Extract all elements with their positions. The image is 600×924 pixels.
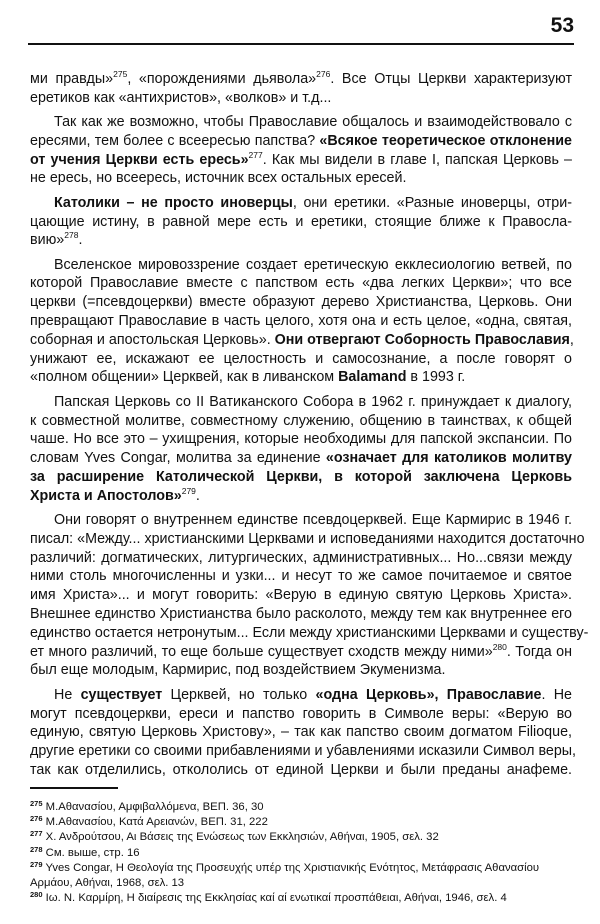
text-line (30, 705, 572, 724)
paragraph (30, 256, 572, 388)
paragraph (30, 686, 577, 780)
text-run: в 1993 г. (406, 369, 466, 386)
text-run: к совместной молитве, совместному служению, общению в таинствах, к общей (30, 412, 572, 429)
text-run: ми правды» (30, 71, 114, 87)
text-line (30, 723, 572, 742)
text-line (30, 132, 572, 151)
footnote (30, 861, 575, 876)
text-line (30, 213, 572, 232)
text-run: Вселенское мировоззрение создает еретическую екклесиологию ветвей, по (54, 256, 572, 273)
paragraph (30, 70, 572, 108)
text-line (30, 151, 572, 170)
paragraph (30, 194, 572, 250)
text-line (30, 293, 572, 312)
text-line (30, 742, 577, 761)
text-line (30, 350, 572, 369)
text-line (30, 449, 572, 468)
text-run: церкви (=псевдоцеркви) вместе образуют дерево Христианства, Церковь. Они (30, 294, 572, 311)
bold-text: существует (80, 686, 163, 703)
footnote-ref: 280 (492, 641, 507, 652)
text-run: другие еретики со своими прибавлениями и убавлениями исказили Символ веры, (30, 743, 577, 760)
text-run: . Как мы видели в главе I, папская Церковь – (262, 151, 572, 168)
text-line (30, 70, 572, 89)
text-line (30, 194, 572, 213)
paragraph (30, 393, 572, 506)
footnote-ref: 275 (30, 799, 43, 808)
text-run: могут псевдоцеркви, ереси и папство говорить в Символе веры: «Верую во (30, 705, 572, 722)
text-run: Церквей, но только (162, 686, 316, 703)
text-line (30, 393, 572, 412)
text-run: Yves Congar, Η Θεολογία της Προσευχής υπέρ της Χριστιανικής Ενότητος, Μετάφρασις Αθανασίου (42, 861, 540, 874)
footnote-ref: 278 (64, 230, 79, 241)
text-line (30, 511, 572, 530)
footnote-ref: 275 (113, 69, 128, 79)
bold-text: «означает для католиков молитву (325, 450, 572, 467)
text-run: Внешнее единство Христианства было расколото, между тем как внутреннее его (30, 606, 572, 623)
text-run: превращают Православие в часть целого, хотя она и есть целое, «одна, святая, (30, 313, 572, 330)
footnote-ref: 279 (181, 485, 196, 496)
text-run: ересями, тем более с всеересью папства? (30, 132, 320, 149)
text-run: Папская Церковь со II Ватиканского Собора в 1962 г. принуждает к диалогу, (54, 393, 572, 410)
text-line (30, 643, 572, 662)
footnote-ref: 279 (30, 859, 43, 869)
text-run: Не (54, 686, 81, 703)
text-line (30, 605, 572, 624)
text-line (30, 256, 572, 275)
text-run: Αρμάου, Αθήναι, 1968, σελ. 13 (30, 877, 185, 890)
text-line (30, 686, 572, 705)
bold-text: за расширение Католической Церкви, в которой заключена Церковь (30, 468, 572, 485)
text-line (30, 412, 572, 431)
text-run: которой Православие вместе с папством есть «два легких Церкви»; что все (30, 275, 572, 292)
text-run: чаше. Но все это – ухищрения, которые необходимы для папской экспансии. По (30, 431, 572, 448)
body-text (30, 69, 589, 785)
text-run: «полном общении» Церквей, как в ливанском (30, 369, 339, 386)
text-run: . Не (541, 686, 572, 703)
text-line (30, 586, 572, 605)
footnote-ref: 280 (30, 890, 43, 900)
text-run: не ересь, но всеересь, источник всех остальных ересей. (30, 170, 407, 187)
text-line (30, 624, 589, 643)
text-run: , «порождениями дьявола» (127, 71, 317, 87)
text-run: унижают ее, искажают ее целостность и самосознание, а после говорят о (30, 350, 572, 367)
footnotes (30, 800, 575, 906)
text-line (30, 113, 572, 132)
text-run: словам Yves Congar, молитва за единение (30, 450, 326, 467)
footnote (30, 846, 575, 861)
text-run: M.Αθανασίου, Αμφιβαλλόμενα, ΒΕΠ. 36, 30 (42, 801, 264, 813)
text-line (30, 368, 572, 387)
bold-text: от учения Церкви есть ересь» (30, 151, 249, 168)
text-run: . Все Отцы Церкви характеризуют (330, 71, 573, 87)
bold-text: «одна Церковь», Православие (315, 686, 542, 703)
text-run: , они еретики. «Разные иноверцы, отри- (292, 194, 573, 211)
footnote (30, 876, 575, 891)
text-run: , (569, 331, 574, 348)
footnote-ref: 277 (30, 829, 43, 839)
footnote-ref: 276 (316, 69, 331, 79)
text-line (30, 549, 572, 568)
text-run: еретиков как «антихристов», «волков» и т.д... (30, 89, 332, 106)
footnote-ref: 278 (30, 844, 43, 854)
footnote (30, 800, 575, 815)
text-line (30, 430, 572, 449)
paragraph (30, 511, 589, 680)
text-run: единую, святую Церковь Христову», – так как папство своим догматом Filioque, (30, 724, 572, 741)
text-run: единство остается нетронутым... Если между христианскими Церквами и существу- (30, 624, 589, 641)
paragraph (30, 113, 572, 188)
text-line (30, 530, 585, 549)
text-line (30, 567, 572, 586)
text-line (30, 274, 572, 293)
text-run: имя Христа»... и могут говорить: «Верую в единую святую Церковь Христа». (30, 587, 572, 604)
bold-text: «Всякое теоретическое отклонение (319, 132, 572, 149)
bold-text: Христа и Апостолов» (30, 487, 182, 504)
text-run: . Тогда он (506, 643, 572, 660)
text-run: Они говорят о внутреннем единстве псевдоцерквей. Еще Кармирис в 1946 г. (54, 512, 572, 529)
page-number: 53 (550, 14, 574, 37)
text-run: вию» (30, 232, 65, 249)
text-line (30, 231, 572, 250)
text-run: . (195, 487, 200, 504)
text-line (30, 661, 572, 680)
footnote (30, 815, 575, 830)
bold-text: Balamand (338, 369, 407, 386)
footnote (30, 830, 575, 845)
text-line (30, 761, 572, 780)
text-run: Ιω. Ν. Καρμίρη, Η διαίρεσις της Εκκλησίας καί αί ενωτικαί προσπάθειαι, Αθήναι, 1946, σελ. 4 (42, 892, 507, 905)
text-line (30, 169, 572, 188)
header-rule (28, 43, 574, 45)
footnote-ref: 277 (248, 149, 263, 160)
text-line (30, 468, 572, 487)
text-line (30, 312, 572, 331)
text-line (30, 89, 572, 108)
footnote-separator (30, 787, 118, 789)
footnote-ref: 276 (30, 814, 43, 824)
text-run: так как отделились, откололись от единой Церкви и были преданы анафеме. (30, 761, 572, 778)
text-line (30, 331, 572, 350)
text-run: Так как же возможно, чтобы Православие общалось и взаимодействовало с (54, 114, 572, 131)
text-line (30, 487, 572, 506)
text-run: писал: «Между... христианскими Церквами и исповеданиями находится достаточно (30, 530, 585, 547)
text-run: ними столь многочисленны и узки... и несут то же самое почитаемое и святое (30, 568, 572, 585)
bold-text: Католики – не просто иноверцы (54, 194, 293, 211)
text-run: цающие истину, в равной мере есть и еретики, стоящие ближе к Правосла- (30, 213, 572, 230)
text-run: был еще молодым, Кармирис, под воздействием Экуменизма. (30, 662, 446, 679)
bold-text: Они отвергают Соборность Православия (274, 331, 570, 348)
footnote (30, 891, 575, 906)
text-run: M.Αθανασίου, Κατά Αρειανών, ΒΕΠ. 31, 222 (42, 816, 268, 829)
text-run: различий: догматических, литургических, административных... Но...связи между (30, 549, 572, 566)
text-run: ет много различий, то еще больше существует сходств между ними» (30, 643, 493, 660)
text-run: См. выше, стр. 16 (42, 846, 140, 859)
text-run: Χ. Ανδρούτσου, Αι Βάσεις της Ενώσεως των Εκκλησιών, Αθήναι, 1905, σελ. 32 (42, 831, 439, 844)
text-run: . (78, 232, 83, 249)
text-run: соборная и апостольская Церковь». (30, 331, 275, 348)
